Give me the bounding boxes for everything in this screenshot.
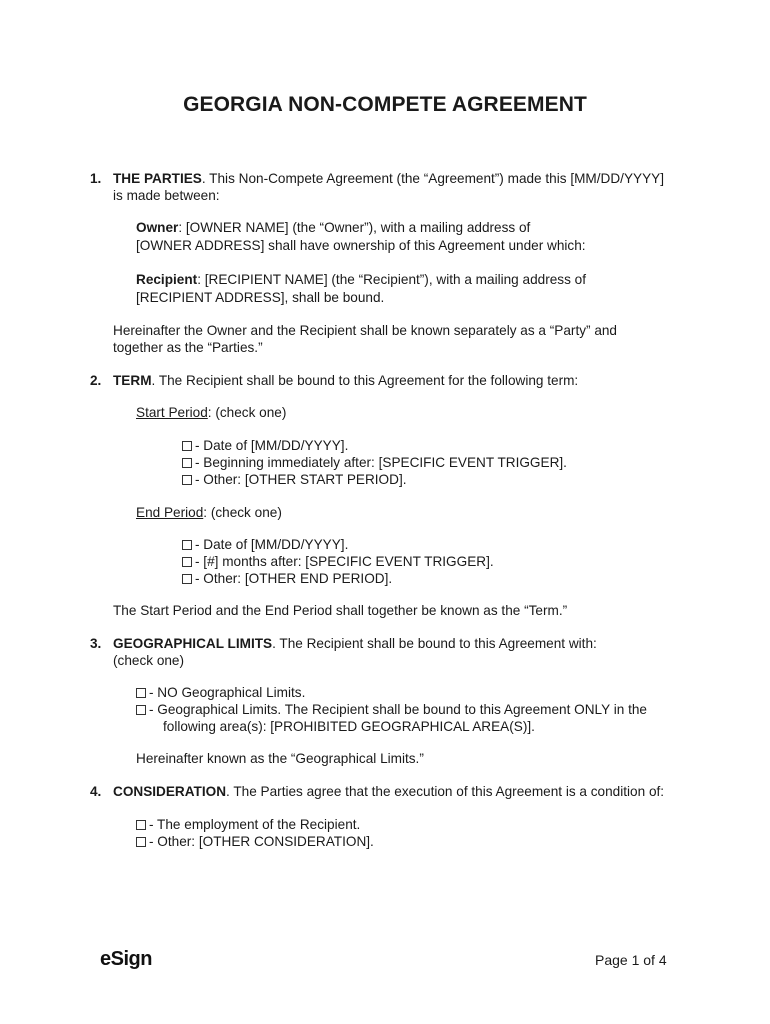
section-4-text: . The Parties agree that the execution of this Agreement is a condition of: bbox=[226, 784, 665, 799]
start-option-2[interactable] bbox=[182, 454, 567, 471]
section-1-line-1 bbox=[113, 170, 664, 187]
hereinafter-line-1: Hereinafter the Owner and the Recipient shall be known separately as a “Party” and bbox=[113, 323, 617, 338]
section-1-text-1: . This Non-Compete Agreement (the “Agreement”) made this [MM/DD/YYYY] bbox=[201, 171, 664, 186]
section-3-line bbox=[113, 635, 597, 652]
term-closing: The Start Period and the End Period shall together be known as the “Term.” bbox=[113, 603, 568, 618]
section-3-text: . The Recipient shall be bound to this Agreement with: bbox=[272, 636, 597, 651]
section-3-text-2: (check one) bbox=[113, 653, 185, 668]
recipient-text-1: : [RECIPIENT NAME] (the “Recipient”), with a mailing address of bbox=[197, 272, 586, 287]
section-1-text-2: is made between: bbox=[113, 188, 220, 203]
checkbox-icon[interactable] bbox=[136, 820, 146, 830]
end-option-1-label: - Date of [MM/DD/YYYY]. bbox=[195, 537, 349, 552]
start-option-3-label: - Other: [OTHER START PERIOD]. bbox=[195, 472, 407, 487]
recipient-label: Recipient bbox=[136, 272, 198, 287]
start-period-label: Start Period bbox=[136, 405, 208, 420]
checkbox-icon[interactable] bbox=[182, 458, 192, 468]
start-option-3[interactable] bbox=[182, 471, 407, 488]
geo-option-1-label: - NO Geographical Limits. bbox=[149, 685, 306, 700]
geo-option-1[interactable] bbox=[136, 684, 305, 701]
consideration-option-2-label: - Other: [OTHER CONSIDERATION]. bbox=[149, 834, 374, 849]
section-2-heading: TERM bbox=[113, 373, 152, 388]
start-option-1-label: - Date of [MM/DD/YYYY]. bbox=[195, 438, 349, 453]
consideration-option-1[interactable] bbox=[136, 816, 360, 833]
recipient-line-2: [RECIPIENT ADDRESS], shall be bound. bbox=[136, 290, 385, 305]
checkbox-icon[interactable] bbox=[136, 688, 146, 698]
geo-option-2-continued: following area(s): [PROHIBITED GEOGRAPHICAL AREA(S)]. bbox=[163, 719, 535, 734]
checkbox-icon[interactable] bbox=[182, 441, 192, 451]
checkbox-icon[interactable] bbox=[182, 574, 192, 584]
checkbox-icon[interactable] bbox=[182, 540, 192, 550]
consideration-option-1-label: - The employment of the Recipient. bbox=[149, 817, 361, 832]
document-title: GEORGIA NON-COMPETE AGREEMENT bbox=[183, 93, 587, 116]
end-option-2-label: - [#] months after: [SPECIFIC EVENT TRIGGER]. bbox=[195, 554, 494, 569]
geo-closing: Hereinafter known as the “Geographical Limits.” bbox=[136, 751, 424, 766]
end-period-label: End Period bbox=[136, 505, 204, 520]
section-3-heading: GEOGRAPHICAL LIMITS bbox=[113, 636, 273, 651]
hereinafter-line-2: together as the “Parties.” bbox=[113, 340, 263, 355]
section-4-number: 4. bbox=[90, 784, 102, 799]
consideration-option-2[interactable] bbox=[136, 833, 374, 850]
end-option-3[interactable] bbox=[182, 570, 392, 587]
start-period-suffix: : (check one) bbox=[207, 405, 287, 420]
end-option-3-label: - Other: [OTHER END PERIOD]. bbox=[195, 571, 393, 586]
owner-line-1 bbox=[136, 219, 530, 236]
checkbox-icon[interactable] bbox=[182, 557, 192, 567]
section-4-heading: CONSIDERATION bbox=[113, 784, 227, 799]
section-2-text: . The Recipient shall be bound to this Agreement for the following term: bbox=[151, 373, 579, 388]
section-4-line bbox=[113, 783, 664, 800]
esign-logo: eSign bbox=[100, 948, 152, 970]
page-number: Page 1 of 4 bbox=[595, 952, 667, 968]
section-1-number: 1. bbox=[90, 171, 102, 186]
checkbox-icon[interactable] bbox=[136, 705, 146, 715]
checkbox-icon[interactable] bbox=[182, 475, 192, 485]
end-option-1[interactable] bbox=[182, 536, 348, 553]
section-3-number: 3. bbox=[90, 636, 102, 651]
end-period-line bbox=[136, 504, 282, 521]
end-option-2[interactable] bbox=[182, 553, 494, 570]
checkbox-icon[interactable] bbox=[136, 837, 146, 847]
start-option-1[interactable] bbox=[182, 437, 348, 454]
geo-option-2-label: - Geographical Limits. The Recipient shall be bound to this Agreement ONLY in the bbox=[149, 702, 647, 717]
section-2-number: 2. bbox=[90, 373, 102, 388]
recipient-line-1 bbox=[136, 271, 586, 288]
section-2-line bbox=[113, 372, 578, 389]
start-option-2-label: - Beginning immediately after: [SPECIFIC EVENT TRIGGER]. bbox=[195, 455, 567, 470]
start-period-line bbox=[136, 404, 286, 421]
geo-option-2[interactable] bbox=[136, 701, 647, 718]
owner-line-2: [OWNER ADDRESS] shall have ownership of this Agreement under which: bbox=[136, 238, 586, 253]
owner-text-1: : [OWNER NAME] (the “Owner”), with a mailing address of bbox=[178, 220, 531, 235]
section-1-heading: THE PARTIES bbox=[113, 171, 202, 186]
end-period-suffix: : (check one) bbox=[203, 505, 282, 520]
owner-label: Owner bbox=[136, 220, 179, 235]
